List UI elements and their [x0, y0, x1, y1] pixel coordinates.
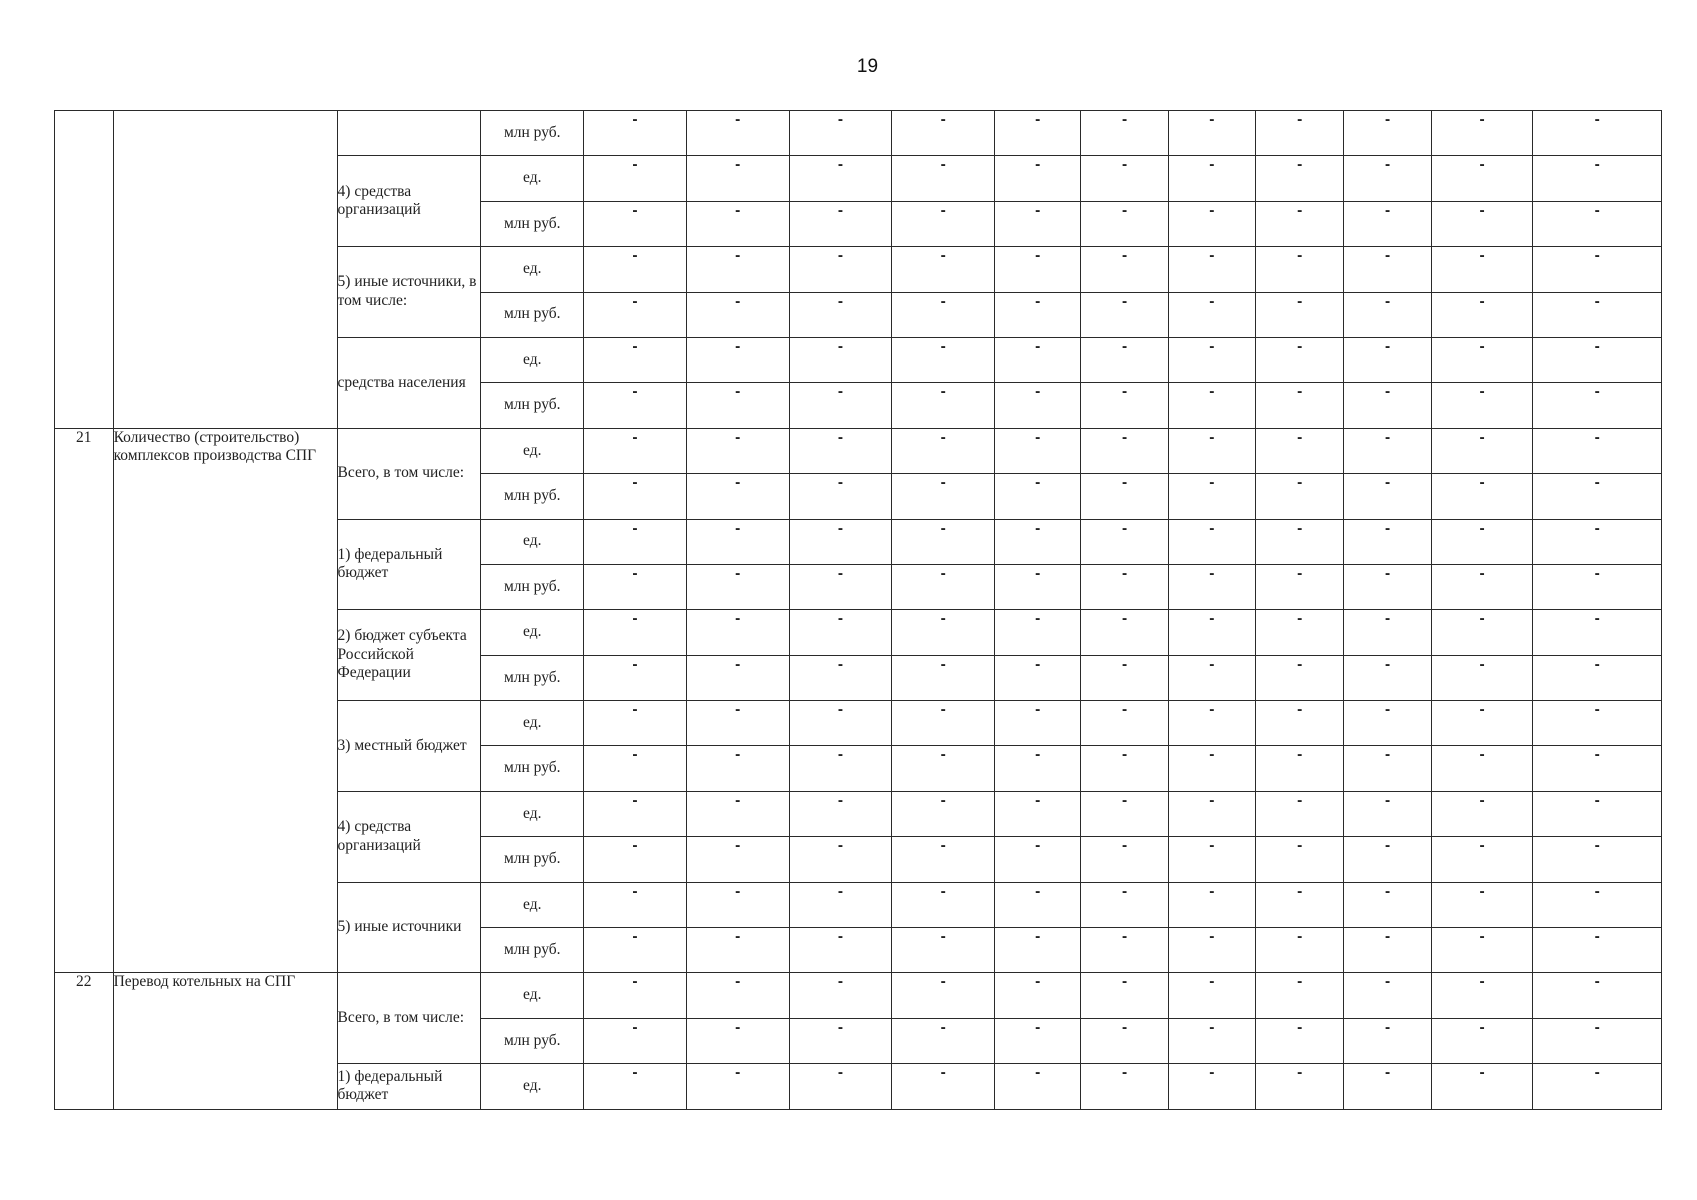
- value-cell: -: [1256, 610, 1344, 655]
- value-cell: -: [1081, 1018, 1168, 1063]
- value-cell: -: [1533, 519, 1662, 564]
- value-cell: -: [1344, 746, 1431, 791]
- value-cell: -: [789, 564, 892, 609]
- value-cell: -: [1344, 337, 1431, 382]
- value-cell: -: [1256, 701, 1344, 746]
- value-cell: -: [584, 111, 687, 156]
- value-cell: -: [686, 247, 789, 292]
- value-cell: -: [1256, 973, 1344, 1018]
- value-cell: -: [995, 610, 1081, 655]
- value-cell: -: [995, 837, 1081, 882]
- value-cell: -: [995, 156, 1081, 201]
- value-cell: -: [686, 428, 789, 473]
- value-cell: -: [1256, 882, 1344, 927]
- value-cell: -: [1168, 156, 1255, 201]
- value-cell: -: [995, 1018, 1081, 1063]
- value-cell: -: [1081, 928, 1168, 973]
- value-cell: -: [1533, 383, 1662, 428]
- value-cell: -: [892, 655, 995, 700]
- value-cell: -: [789, 474, 892, 519]
- unit-cell: ед.: [481, 337, 584, 382]
- value-cell: -: [892, 1018, 995, 1063]
- value-cell: -: [1431, 655, 1533, 700]
- value-cell: -: [789, 882, 892, 927]
- value-cell: -: [1081, 746, 1168, 791]
- value-cell: -: [892, 610, 995, 655]
- value-cell: -: [1431, 111, 1533, 156]
- value-cell: -: [1344, 1064, 1431, 1109]
- value-cell: -: [789, 791, 892, 836]
- value-cell: -: [1344, 837, 1431, 882]
- value-cell: -: [995, 973, 1081, 1018]
- value-cell: -: [1344, 973, 1431, 1018]
- value-cell: -: [1168, 519, 1255, 564]
- value-cell: -: [789, 292, 892, 337]
- value-cell: -: [1256, 201, 1344, 246]
- value-cell: -: [995, 201, 1081, 246]
- value-cell: -: [1344, 882, 1431, 927]
- value-cell: -: [1344, 655, 1431, 700]
- value-cell: -: [995, 292, 1081, 337]
- value-cell: -: [584, 610, 687, 655]
- value-cell: -: [1431, 791, 1533, 836]
- unit-cell: ед.: [481, 882, 584, 927]
- page-number: 19: [856, 56, 879, 77]
- value-cell: -: [1081, 837, 1168, 882]
- value-cell: -: [995, 1064, 1081, 1109]
- value-cell: -: [686, 1018, 789, 1063]
- unit-cell: ед.: [481, 701, 584, 746]
- value-cell: -: [1431, 564, 1533, 609]
- value-cell: -: [1081, 1064, 1168, 1109]
- value-cell: -: [686, 973, 789, 1018]
- value-cell: -: [789, 655, 892, 700]
- value-cell: -: [686, 1064, 789, 1109]
- value-cell: -: [686, 610, 789, 655]
- value-cell: -: [584, 701, 687, 746]
- value-cell: -: [1533, 201, 1662, 246]
- funding-source-cell: 5) иные источники, в том числе:: [337, 247, 481, 338]
- value-cell: -: [892, 247, 995, 292]
- value-cell: -: [1344, 201, 1431, 246]
- value-cell: -: [995, 337, 1081, 382]
- value-cell: -: [584, 882, 687, 927]
- value-cell: -: [1431, 1064, 1533, 1109]
- value-cell: -: [584, 247, 687, 292]
- unit-cell: ед.: [481, 1064, 584, 1109]
- value-cell: -: [1168, 973, 1255, 1018]
- value-cell: -: [1168, 655, 1255, 700]
- item-name-cell: Количество (строительство) комплексов производства СПГ: [113, 428, 337, 973]
- value-cell: -: [1533, 337, 1662, 382]
- value-cell: -: [1533, 292, 1662, 337]
- value-cell: -: [789, 201, 892, 246]
- value-cell: -: [789, 837, 892, 882]
- value-cell: -: [1081, 610, 1168, 655]
- value-cell: -: [995, 655, 1081, 700]
- value-cell: -: [1431, 928, 1533, 973]
- value-cell: -: [1081, 973, 1168, 1018]
- value-cell: -: [1168, 201, 1255, 246]
- value-cell: -: [1431, 610, 1533, 655]
- value-cell: -: [1344, 292, 1431, 337]
- value-cell: -: [789, 1018, 892, 1063]
- value-cell: -: [1168, 1064, 1255, 1109]
- funding-source-cell: 2) бюджет субъекта Российской Федерации: [337, 610, 481, 701]
- value-cell: -: [1081, 337, 1168, 382]
- value-cell: -: [1533, 111, 1662, 156]
- value-cell: -: [892, 156, 995, 201]
- value-cell: -: [892, 791, 995, 836]
- unit-cell: млн руб.: [481, 564, 584, 609]
- value-cell: -: [686, 928, 789, 973]
- table-row: [55, 428, 1662, 473]
- value-cell: -: [892, 837, 995, 882]
- funding-table: [54, 110, 1662, 1110]
- value-cell: -: [686, 156, 789, 201]
- value-cell: -: [1344, 519, 1431, 564]
- value-cell: -: [892, 701, 995, 746]
- value-cell: -: [1431, 292, 1533, 337]
- value-cell: -: [789, 247, 892, 292]
- value-cell: -: [1533, 882, 1662, 927]
- value-cell: -: [892, 474, 995, 519]
- value-cell: -: [789, 1064, 892, 1109]
- table-body: [55, 111, 1662, 1110]
- value-cell: -: [584, 383, 687, 428]
- value-cell: -: [686, 337, 789, 382]
- value-cell: -: [1256, 428, 1344, 473]
- value-cell: -: [892, 746, 995, 791]
- value-cell: -: [1344, 156, 1431, 201]
- value-cell: -: [995, 383, 1081, 428]
- value-cell: -: [686, 111, 789, 156]
- value-cell: -: [995, 474, 1081, 519]
- value-cell: -: [584, 746, 687, 791]
- unit-cell: ед.: [481, 519, 584, 564]
- unit-cell: млн руб.: [481, 474, 584, 519]
- value-cell: -: [1168, 791, 1255, 836]
- value-cell: -: [1081, 383, 1168, 428]
- table-row: [55, 973, 1662, 1018]
- value-cell: -: [1533, 973, 1662, 1018]
- value-cell: -: [789, 519, 892, 564]
- value-cell: -: [1533, 791, 1662, 836]
- value-cell: -: [892, 383, 995, 428]
- funding-source-cell: 1) федеральный бюджет: [337, 519, 481, 610]
- value-cell: -: [1533, 247, 1662, 292]
- value-cell: -: [1533, 837, 1662, 882]
- value-cell: -: [686, 746, 789, 791]
- value-cell: -: [1431, 746, 1533, 791]
- value-cell: -: [1431, 156, 1533, 201]
- value-cell: -: [1344, 111, 1431, 156]
- value-cell: -: [686, 519, 789, 564]
- value-cell: -: [1533, 1064, 1662, 1109]
- value-cell: -: [1533, 610, 1662, 655]
- value-cell: -: [686, 655, 789, 700]
- value-cell: -: [584, 655, 687, 700]
- value-cell: -: [1081, 474, 1168, 519]
- value-cell: -: [995, 111, 1081, 156]
- value-cell: -: [1256, 292, 1344, 337]
- value-cell: -: [1344, 610, 1431, 655]
- value-cell: -: [584, 1018, 687, 1063]
- unit-cell: млн руб.: [481, 1018, 584, 1063]
- value-cell: -: [1081, 111, 1168, 156]
- value-cell: -: [1431, 474, 1533, 519]
- value-cell: -: [1081, 791, 1168, 836]
- value-cell: -: [1256, 746, 1344, 791]
- value-cell: -: [1533, 701, 1662, 746]
- value-cell: -: [1256, 156, 1344, 201]
- value-cell: -: [686, 701, 789, 746]
- value-cell: -: [1168, 111, 1255, 156]
- value-cell: -: [892, 973, 995, 1018]
- value-cell: -: [584, 474, 687, 519]
- value-cell: -: [1168, 292, 1255, 337]
- funding-source-cell: 3) местный бюджет: [337, 701, 481, 792]
- value-cell: -: [1168, 701, 1255, 746]
- value-cell: -: [1344, 564, 1431, 609]
- value-cell: -: [995, 519, 1081, 564]
- unit-cell: ед.: [481, 610, 584, 655]
- value-cell: -: [584, 564, 687, 609]
- value-cell: -: [1344, 1018, 1431, 1063]
- value-cell: -: [1533, 474, 1662, 519]
- value-cell: -: [1344, 428, 1431, 473]
- value-cell: -: [892, 1064, 995, 1109]
- value-cell: -: [1256, 1018, 1344, 1063]
- value-cell: -: [1081, 655, 1168, 700]
- value-cell: -: [1081, 701, 1168, 746]
- value-cell: -: [584, 973, 687, 1018]
- unit-cell: ед.: [481, 973, 584, 1018]
- item-name-cell: [113, 111, 337, 429]
- value-cell: -: [1256, 111, 1344, 156]
- value-cell: -: [686, 383, 789, 428]
- unit-cell: млн руб.: [481, 383, 584, 428]
- value-cell: -: [995, 428, 1081, 473]
- value-cell: -: [1081, 247, 1168, 292]
- value-cell: -: [686, 292, 789, 337]
- value-cell: -: [995, 247, 1081, 292]
- value-cell: -: [789, 111, 892, 156]
- value-cell: -: [1168, 247, 1255, 292]
- value-cell: -: [1168, 428, 1255, 473]
- value-cell: -: [584, 519, 687, 564]
- unit-cell: ед.: [481, 247, 584, 292]
- funding-source-cell: Всего, в том числе:: [337, 428, 481, 519]
- value-cell: -: [1533, 928, 1662, 973]
- value-cell: -: [1344, 247, 1431, 292]
- value-cell: -: [789, 337, 892, 382]
- value-cell: -: [1533, 655, 1662, 700]
- unit-cell: ед.: [481, 156, 584, 201]
- value-cell: -: [584, 928, 687, 973]
- funding-source-cell: 1) федеральный бюджет: [337, 1064, 481, 1109]
- unit-cell: млн руб.: [481, 655, 584, 700]
- value-cell: -: [584, 428, 687, 473]
- value-cell: -: [1168, 337, 1255, 382]
- value-cell: -: [1344, 474, 1431, 519]
- unit-cell: ед.: [481, 428, 584, 473]
- value-cell: -: [1256, 337, 1344, 382]
- unit-cell: млн руб.: [481, 201, 584, 246]
- funding-source-cell: средства населения: [337, 337, 481, 428]
- value-cell: -: [1431, 1018, 1533, 1063]
- value-cell: -: [1256, 791, 1344, 836]
- value-cell: -: [1168, 610, 1255, 655]
- unit-cell: млн руб.: [481, 928, 584, 973]
- value-cell: -: [1431, 973, 1533, 1018]
- value-cell: -: [789, 746, 892, 791]
- value-cell: -: [1168, 564, 1255, 609]
- value-cell: -: [1256, 1064, 1344, 1109]
- value-cell: -: [686, 564, 789, 609]
- value-cell: -: [1168, 837, 1255, 882]
- value-cell: -: [584, 156, 687, 201]
- value-cell: -: [1256, 564, 1344, 609]
- value-cell: -: [686, 882, 789, 927]
- value-cell: -: [995, 882, 1081, 927]
- value-cell: -: [789, 701, 892, 746]
- unit-cell: ед.: [481, 791, 584, 836]
- value-cell: -: [995, 701, 1081, 746]
- value-cell: -: [1081, 882, 1168, 927]
- value-cell: -: [995, 928, 1081, 973]
- value-cell: -: [1431, 882, 1533, 927]
- value-cell: -: [584, 201, 687, 246]
- table-row: [55, 111, 1662, 156]
- value-cell: -: [892, 564, 995, 609]
- funding-source-cell: 4) средства организаций: [337, 791, 481, 882]
- value-cell: -: [1431, 837, 1533, 882]
- value-cell: -: [1081, 564, 1168, 609]
- funding-source-cell: Всего, в том числе:: [337, 973, 481, 1064]
- value-cell: -: [1533, 746, 1662, 791]
- value-cell: -: [1256, 928, 1344, 973]
- funding-source-cell: 5) иные источники: [337, 882, 481, 973]
- value-cell: -: [1168, 928, 1255, 973]
- unit-cell: млн руб.: [481, 746, 584, 791]
- value-cell: -: [1533, 1018, 1662, 1063]
- value-cell: -: [1533, 564, 1662, 609]
- value-cell: -: [1533, 156, 1662, 201]
- value-cell: -: [1256, 655, 1344, 700]
- value-cell: -: [584, 292, 687, 337]
- value-cell: -: [584, 837, 687, 882]
- value-cell: -: [1344, 928, 1431, 973]
- value-cell: -: [892, 882, 995, 927]
- funding-source-cell: [337, 111, 481, 156]
- value-cell: -: [1256, 383, 1344, 428]
- value-cell: -: [1081, 201, 1168, 246]
- value-cell: -: [892, 519, 995, 564]
- value-cell: -: [1168, 474, 1255, 519]
- value-cell: -: [584, 1064, 687, 1109]
- value-cell: -: [1168, 383, 1255, 428]
- value-cell: -: [789, 428, 892, 473]
- value-cell: -: [1256, 247, 1344, 292]
- unit-cell: млн руб.: [481, 837, 584, 882]
- value-cell: -: [1431, 428, 1533, 473]
- value-cell: -: [1533, 428, 1662, 473]
- value-cell: -: [789, 383, 892, 428]
- value-cell: -: [686, 791, 789, 836]
- value-cell: -: [1081, 292, 1168, 337]
- value-cell: -: [892, 428, 995, 473]
- value-cell: -: [1168, 882, 1255, 927]
- value-cell: -: [1168, 746, 1255, 791]
- value-cell: -: [789, 973, 892, 1018]
- value-cell: -: [892, 337, 995, 382]
- value-cell: -: [892, 201, 995, 246]
- unit-cell: млн руб.: [481, 292, 584, 337]
- value-cell: -: [789, 928, 892, 973]
- value-cell: -: [1081, 519, 1168, 564]
- unit-cell: млн руб.: [481, 111, 584, 156]
- value-cell: -: [1081, 156, 1168, 201]
- value-cell: -: [1344, 383, 1431, 428]
- value-cell: -: [686, 837, 789, 882]
- funding-source-cell: 4) средства организаций: [337, 156, 481, 247]
- value-cell: -: [789, 610, 892, 655]
- value-cell: -: [1431, 247, 1533, 292]
- item-number-cell: 22: [55, 973, 114, 1109]
- value-cell: -: [995, 791, 1081, 836]
- value-cell: -: [686, 474, 789, 519]
- item-name-cell: Перевод котельных на СПГ: [113, 973, 337, 1109]
- value-cell: -: [1344, 791, 1431, 836]
- value-cell: -: [1431, 337, 1533, 382]
- value-cell: -: [1168, 1018, 1255, 1063]
- value-cell: -: [892, 928, 995, 973]
- value-cell: -: [1344, 701, 1431, 746]
- value-cell: -: [1256, 519, 1344, 564]
- value-cell: -: [686, 201, 789, 246]
- value-cell: -: [995, 564, 1081, 609]
- value-cell: -: [1256, 837, 1344, 882]
- value-cell: -: [1431, 701, 1533, 746]
- value-cell: -: [584, 337, 687, 382]
- value-cell: -: [1431, 383, 1533, 428]
- value-cell: -: [1431, 201, 1533, 246]
- value-cell: -: [995, 746, 1081, 791]
- value-cell: -: [1256, 474, 1344, 519]
- value-cell: -: [1081, 428, 1168, 473]
- item-number-cell: [55, 111, 114, 429]
- value-cell: -: [789, 156, 892, 201]
- value-cell: -: [892, 111, 995, 156]
- value-cell: -: [1431, 519, 1533, 564]
- value-cell: -: [892, 292, 995, 337]
- value-cell: -: [584, 791, 687, 836]
- item-number-cell: 21: [55, 428, 114, 973]
